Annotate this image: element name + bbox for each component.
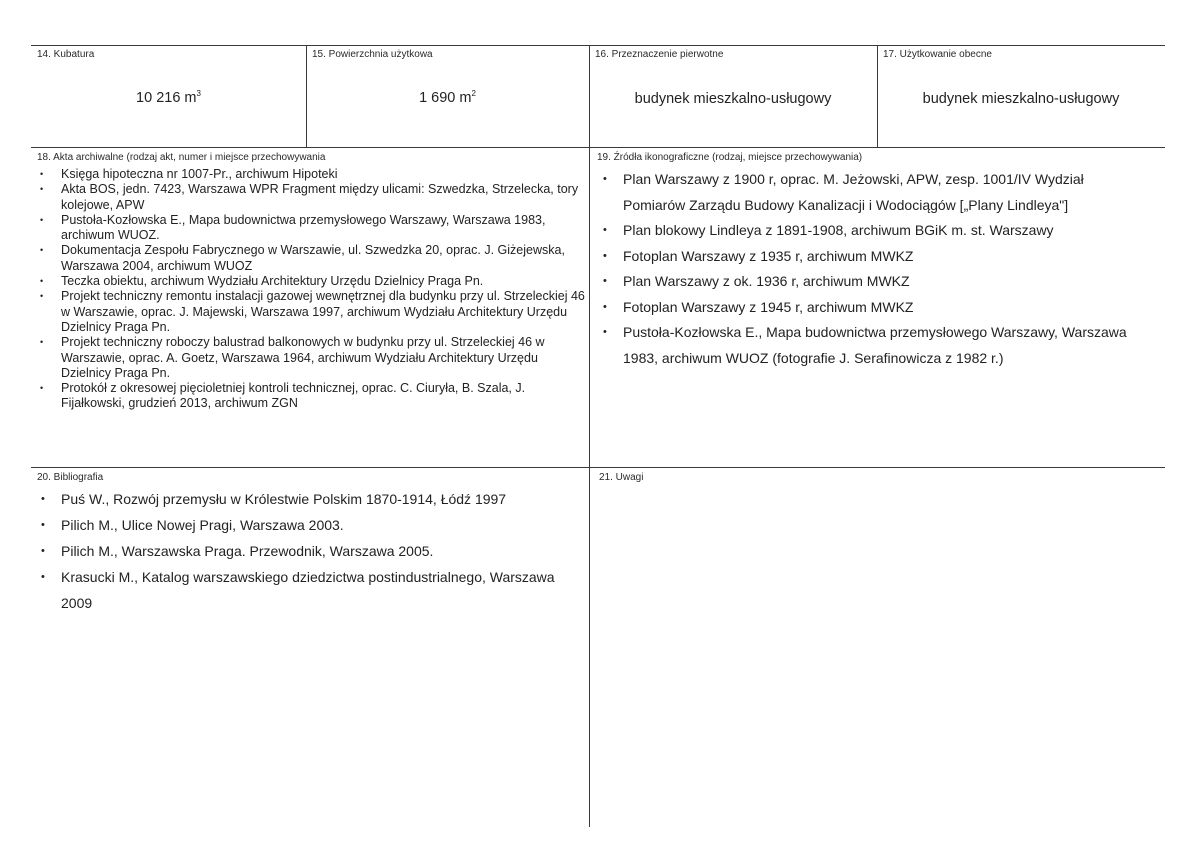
list-item-text: Projekt techniczny remontu instalacji gazowej wewnętrznej dla budynku przy ul. Strzeleckiej 46 w Warszawie, oprac. J. Majewski, Warszawa 1997, archiwum Wydziału Architektury Urzędu Dzielnicy Praga Pn. — [61, 289, 585, 334]
powierzchnia-number: 1 690 m — [419, 90, 472, 106]
list-item — [37, 381, 585, 412]
list-item-text: Fotoplan Warszawy z 1935 r, archiwum MWKZ — [623, 247, 914, 264]
list-item — [37, 243, 585, 274]
przeznaczenie-label: 16. Przeznaczenie pierwotne — [595, 49, 724, 60]
zrodla-ikonograficzne-label: 19. Źródła ikonograficzne (rodzaj, miejsce przechowywania) — [597, 152, 863, 163]
bullet-glyph: • — [603, 300, 607, 313]
bullet-glyph: • — [40, 245, 44, 256]
kubatura-label: 14. Kubatura — [37, 49, 95, 60]
list-item-text: Pustoła-Kozłowska E., Mapa budownictwa przemysłowego Warszawy, Warszawa 1983, archiwum WUOZ (fotografie J. Serafinowicza z 1982 r.) — [623, 324, 1127, 366]
bullet-glyph: • — [603, 249, 607, 262]
list-item-text: Plan blokowy Lindleya z 1891-1908, archiwum BGiK m. st. Warszawy — [623, 222, 1054, 238]
list-item-text: Pilich M., Ulice Nowej Pragi, Warszawa 2003. — [61, 517, 344, 533]
kubatura-unit-sup: 3 — [196, 89, 201, 99]
uwagi-label: 21. Uwagi — [599, 472, 644, 483]
list-item — [37, 486, 582, 512]
list-item-text: Dokumentacja Zespołu Fabrycznego w Warszawie, ul. Szwedzka 20, oprac. J. Giżejewska, Warszawa 2004, archiwum WUOZ — [61, 243, 565, 273]
akta-archiwalne-label: 18. Akta archiwalne (rodzaj akt, numer i miejsce przechowywania — [37, 152, 326, 163]
list-item-text: Fotoplan Warszawy z 1945 r, archiwum MWKZ — [623, 298, 914, 315]
list-item — [37, 182, 585, 213]
bullet-glyph: • — [40, 383, 44, 394]
list-item — [37, 512, 582, 538]
bullet-glyph: • — [41, 493, 45, 505]
akta-archiwalne-list — [37, 167, 585, 412]
list-item — [37, 274, 585, 289]
list-item — [37, 564, 582, 616]
bibliografia-label: 20. Bibliografia — [37, 472, 104, 483]
list-item — [599, 244, 1144, 270]
row2-bottom-line — [31, 467, 1165, 468]
bullet-glyph: • — [603, 326, 607, 338]
bullet-glyph: • — [40, 337, 44, 348]
bullet-glyph: • — [41, 519, 45, 531]
list-item-text: Projekt techniczny roboczy balustrad balkonowych w budynku przy ul. Strzeleckiej 46 w Warszawie, oprac. A. Goetz, Warszawa 1964, archiwum Wydziału Architektury Urzędu Dzielnicy Praga Pn. — [61, 335, 545, 380]
list-item — [599, 167, 1144, 218]
bullet-glyph: • — [40, 184, 44, 195]
row1-bottom-line — [31, 147, 1165, 148]
col-divider-main — [589, 45, 590, 827]
list-item-text: Krasucki M., Katalog warszawskiego dziedzictwa postindustrialnego, Warszawa 2009 — [61, 569, 555, 611]
bullet-glyph: • — [603, 275, 607, 287]
list-item — [37, 167, 585, 182]
list-item — [37, 538, 582, 564]
zrodla-ikonograficzne-list — [599, 167, 1144, 371]
powierzchnia-label: 15. Powierzchnia użytkowa — [312, 49, 433, 60]
list-item-text: Teczka obiektu, archiwum Wydziału Architektury Urzędu Dzielnicy Praga Pn. — [61, 274, 484, 289]
przeznaczenie-value: budynek mieszkalno-usługowy — [634, 91, 832, 107]
list-item — [599, 320, 1144, 371]
bullet-glyph: • — [41, 545, 45, 557]
list-item — [599, 218, 1144, 244]
list-item — [37, 289, 585, 335]
bullet-glyph: • — [40, 291, 44, 302]
kubatura-value — [31, 90, 306, 106]
bullet-glyph: • — [40, 214, 44, 225]
kubatura-number: 10 216 m — [136, 90, 197, 106]
top-border-line — [31, 45, 1165, 46]
list-item-text: Pustoła-Kozłowska E., Mapa budownictwa przemysłowego Warszawy, Warszawa 1983, archiwum WUOZ. — [61, 212, 546, 243]
bullet-glyph: • — [603, 173, 607, 185]
uzytkowanie-value: budynek mieszkalno-usługowy — [922, 91, 1120, 107]
bibliografia-list — [37, 486, 582, 616]
list-item — [599, 295, 1144, 321]
list-item-text: Księga hipoteczna nr 1007-Pr., archiwum Hipoteki — [61, 167, 338, 181]
list-item — [37, 335, 585, 381]
bullet-glyph: • — [40, 169, 44, 179]
powierzchnia-value — [306, 90, 589, 106]
list-item-text: Akta BOS, jedn. 7423, Warszawa WPR Fragment między ulicami: Szwedzka, Strzelecka, tory kolejowe, APW — [61, 182, 579, 212]
list-item-text: Plan Warszawy z ok. 1936 r, archiwum MWKZ — [623, 273, 910, 289]
list-item-text: Puś W., Rozwój przemysłu w Królestwie Polskim 1870-1914, Łódź 1997 — [61, 491, 507, 507]
list-item — [599, 269, 1144, 295]
list-item-text: Plan Warszawy z 1900 r, oprac. M. Jeżowski, APW, zesp. 1001/IV Wydział Pomiarów Zarządu Budowy Kanalizacji i Wodociągów [„Plany Lindleya"] — [623, 171, 1084, 213]
bullet-glyph: • — [40, 276, 44, 287]
uzytkowanie-label: 17. Użytkowanie obecne — [883, 49, 992, 60]
bullet-glyph: • — [603, 224, 607, 236]
powierzchnia-unit-sup: 2 — [471, 89, 476, 99]
list-item-text: Protokół z okresowej pięcioletniej kontroli technicznej, oprac. C. Ciuryła, B. Szala, J. Fijałkowski, grudzień 2013, archiwum ZGN — [61, 381, 526, 411]
list-item — [37, 213, 585, 244]
list-item-text: Pilich M., Warszawska Praga. Przewodnik, Warszawa 2005. — [61, 543, 434, 559]
bullet-glyph: • — [41, 571, 45, 583]
